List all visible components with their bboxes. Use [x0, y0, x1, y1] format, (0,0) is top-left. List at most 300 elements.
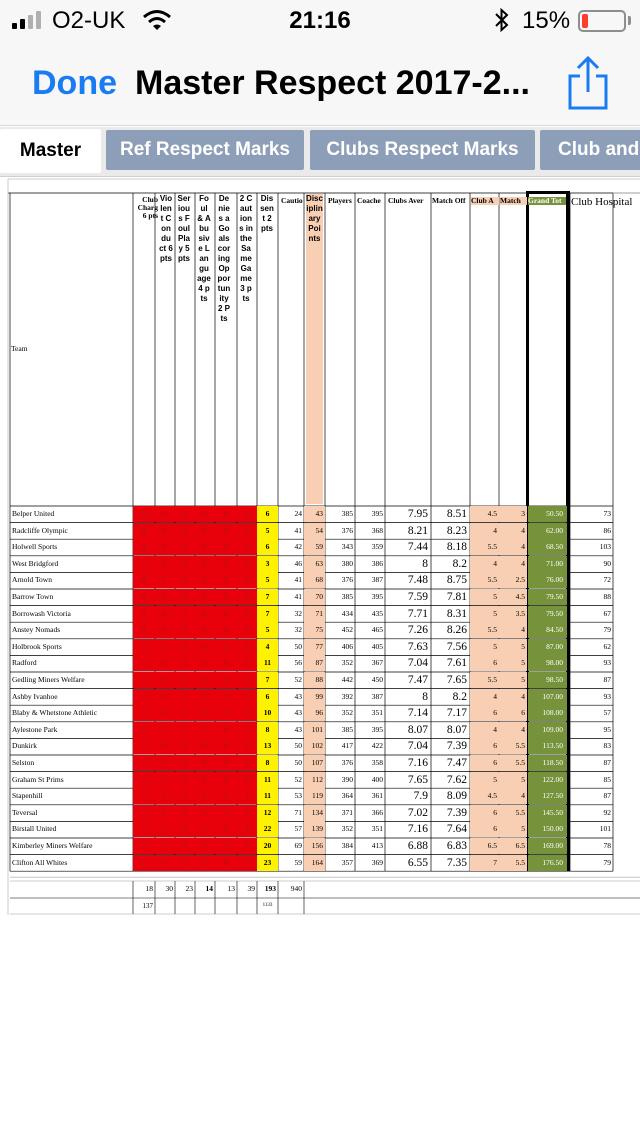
offence-count: 0 [175, 639, 195, 655]
header-clubs-average: Clubs Aver [388, 197, 424, 205]
offence-count: 5 [133, 838, 155, 854]
disciplinary-points: 71 [304, 606, 325, 622]
match-mark: 5 [499, 655, 527, 671]
clubs-average: 7.95 [407, 508, 428, 520]
dissent-count: 7 [257, 672, 278, 688]
club-a-mark: 4 [470, 689, 499, 705]
grand-total: 145.50 [528, 805, 567, 821]
spreadsheet[interactable] [0, 177, 640, 1136]
table-row[interactable] [0, 705, 640, 722]
grand-total: 76.00 [528, 572, 567, 588]
match-official-score: 7.64 [446, 823, 467, 836]
clubs-average: 7.71 [407, 607, 428, 620]
caution-count: 56 [294, 658, 302, 668]
disciplinary-points: 96 [304, 705, 325, 721]
table-row[interactable] [0, 689, 640, 706]
coaches-score: 395 [371, 592, 383, 601]
offence-count: 0 [133, 589, 155, 605]
dissent-count: 12 [257, 805, 278, 821]
tab-ref-respect-marks[interactable]: Ref Respect Marks [106, 130, 304, 170]
match-official-score: 7.17 [446, 707, 467, 720]
offence-count: 1 [133, 639, 155, 655]
offence-count: 1 [133, 705, 155, 721]
offence-count: 0 [215, 589, 237, 605]
club-hospitality: 90 [603, 558, 611, 568]
offence-count: 0 [155, 705, 175, 721]
tab-master[interactable]: Master [0, 129, 101, 173]
table-row[interactable] [0, 523, 640, 540]
header-denies-goalscoring: Denies a Goalscoring Opportunity 2 Pts [217, 194, 231, 323]
offence-count: 0 [133, 539, 155, 555]
clubs-average: 7.63 [407, 640, 428, 653]
clubs-average: 7.65 [407, 773, 428, 786]
table-row[interactable] [0, 655, 640, 672]
total-violent: 30 [165, 884, 173, 893]
offence-count: 0 [133, 606, 155, 622]
subtotal-first: 137 [142, 902, 153, 910]
match-mark: 4 [499, 523, 527, 539]
match-mark: 5 [499, 772, 527, 788]
coaches-score: 359 [371, 542, 383, 552]
offence-count: 1 [155, 821, 175, 837]
clubs-average: 7.04 [407, 657, 428, 670]
grand-total: 68.50 [528, 539, 567, 555]
offence-count: 2 [155, 572, 175, 588]
offence-count: 0 [175, 622, 195, 638]
match-mark: 3 [499, 506, 527, 522]
offence-count: 0 [215, 539, 237, 555]
offence-count: 0 [195, 572, 215, 588]
club-hospitality: 93 [603, 658, 611, 668]
club-hospitality: 85 [603, 774, 611, 784]
offence-count: 1 [175, 755, 195, 771]
offence-count: 0 [215, 738, 237, 754]
offence-count: 0 [237, 755, 257, 771]
disciplinary-points: 77 [304, 639, 325, 655]
caution-count: 32 [294, 625, 302, 635]
coaches-score: 422 [371, 741, 383, 751]
disciplinary-points: 43 [304, 506, 325, 522]
table-row[interactable] [0, 805, 640, 822]
table-row[interactable] [0, 539, 640, 556]
offence-count: 1 [215, 805, 237, 821]
offence-count: 3 [175, 855, 195, 871]
bluetooth-icon [494, 7, 510, 33]
total-denies: 13 [227, 884, 235, 893]
club-hospitality: 72 [603, 575, 611, 585]
coaches-score: 358 [371, 758, 383, 767]
offence-count: 0 [175, 572, 195, 588]
match-mark: 4 [499, 556, 527, 572]
club-a-mark: 6 [470, 755, 499, 771]
offence-count: 0 [237, 539, 257, 555]
offence-count: 0 [133, 572, 155, 588]
header-grand-total: Grand Tot [528, 197, 566, 205]
offence-count: 4 [237, 821, 257, 837]
offence-count: 0 [195, 755, 215, 771]
disciplinary-points: 112 [304, 772, 325, 788]
club-hospitality: 79 [603, 625, 611, 635]
club-hospitality: 87 [603, 675, 611, 684]
players-score: 390 [341, 774, 353, 784]
offence-count: 2 [195, 788, 215, 804]
club-a-mark: 4.5 [470, 506, 499, 522]
offence-count: 0 [175, 523, 195, 539]
offence-count: 0 [195, 539, 215, 555]
club-hospitality: 93 [603, 691, 611, 701]
offence-count: 0 [237, 606, 257, 622]
offence-count: 1 [195, 855, 215, 871]
club-a-mark: 6 [470, 705, 499, 721]
caution-count: 24 [294, 509, 302, 518]
grand-total: 113.50 [528, 738, 567, 754]
match-official-score: 8.31 [446, 607, 467, 620]
total-foul: 14 [205, 884, 213, 893]
offence-count: 2 [155, 788, 175, 804]
players-score: 352 [341, 824, 353, 834]
dissent-count: 11 [257, 655, 278, 671]
offence-count: 0 [237, 589, 257, 605]
offence-count: 1 [133, 556, 155, 572]
club-a-mark: 5 [470, 772, 499, 788]
offence-count: 2 [195, 705, 215, 721]
team-name: Gedling Miners Welfare [12, 675, 85, 684]
header-match: Match [500, 197, 527, 205]
team-name: Ashby Ivanhoe [12, 691, 58, 701]
dissent-count: 6 [257, 506, 278, 522]
coaches-score: 450 [371, 675, 383, 684]
match-official-score: 7.39 [446, 740, 467, 753]
coaches-score: 351 [371, 708, 383, 718]
dissent-count: 6 [257, 689, 278, 705]
grand-total: 98.00 [528, 655, 567, 671]
dissent-count: 10 [257, 705, 278, 721]
coaches-score: 395 [371, 509, 383, 518]
match-official-score: 8.2 [452, 557, 467, 570]
players-score: 417 [341, 741, 353, 751]
offence-count: 1 [133, 772, 155, 788]
clubs-average: 7.9 [413, 790, 428, 803]
battery-cap [628, 16, 631, 25]
offence-count: 0 [215, 523, 237, 539]
team-name: West Bridgford [12, 558, 59, 568]
match-mark: 4 [499, 539, 527, 555]
tab-club-and[interactable]: Club and [540, 130, 640, 170]
table-row[interactable] [0, 622, 640, 639]
grand-total: 169.00 [528, 838, 567, 854]
header-coaches: Coache [357, 197, 381, 205]
header-two-cautions: 2 Cautions in the Same Game 3 pts [239, 194, 253, 303]
table-row[interactable] [0, 738, 640, 755]
team-name: Borrowash Victoria [12, 608, 71, 618]
dissent-count: 5 [257, 572, 278, 588]
dissent-count: 8 [257, 755, 278, 771]
table-row[interactable] [0, 639, 640, 656]
offence-count: 0 [155, 506, 175, 522]
total-caution: 940 [290, 884, 302, 893]
offence-count: 0 [195, 523, 215, 539]
offence-count: 1 [195, 821, 215, 837]
offence-count: 1 [155, 838, 175, 854]
offence-count: 0 [237, 655, 257, 671]
offence-count: 0 [175, 539, 195, 555]
club-hospitality: 78 [603, 841, 611, 850]
offence-count: 1 [133, 788, 155, 804]
offence-count: 1 [195, 689, 215, 705]
done-button[interactable]: Done [32, 64, 117, 102]
club-a-mark: 4 [470, 523, 499, 539]
players-score: 392 [341, 691, 353, 701]
offence-count: 0 [195, 622, 215, 638]
offence-count: 0 [237, 556, 257, 572]
disciplinary-points: 54 [304, 523, 325, 539]
offence-count: 1 [175, 805, 195, 821]
disciplinary-points: 119 [304, 788, 325, 804]
caution-count: 53 [294, 791, 302, 801]
offence-count: 0 [215, 606, 237, 622]
caution-count: 32 [294, 608, 302, 618]
coaches-score: 405 [371, 641, 383, 651]
table-row[interactable] [0, 855, 640, 872]
header-caution: Cautio [281, 197, 303, 205]
club-a-mark: 4 [470, 556, 499, 572]
match-official-score: 7.81 [446, 591, 467, 603]
offence-count: 1 [155, 639, 175, 655]
grand-total: 98.50 [528, 672, 567, 688]
match-official-score: 7.47 [446, 757, 467, 769]
offence-count: 2 [237, 722, 257, 738]
offence-count: 0 [175, 556, 195, 572]
players-score: 352 [341, 658, 353, 668]
offence-count: 0 [237, 738, 257, 754]
team-name: Belper United [12, 509, 55, 518]
offence-count: 1 [175, 705, 195, 721]
club-hospitality: 87 [603, 758, 611, 767]
club-hospitality: 83 [603, 741, 611, 751]
disciplinary-points: 139 [304, 821, 325, 837]
table-row[interactable] [0, 506, 640, 523]
offence-count: 2 [175, 672, 195, 688]
disciplinary-points: 88 [304, 672, 325, 688]
tab-clubs-respect-marks[interactable]: Clubs Respect Marks [310, 130, 535, 170]
match-official-score: 8.51 [446, 508, 467, 520]
disciplinary-points: 164 [304, 855, 325, 871]
table-row[interactable] [0, 772, 640, 789]
offence-count: 1 [133, 755, 155, 771]
offence-count: 2 [215, 788, 237, 804]
disciplinary-points: 59 [304, 539, 325, 555]
offence-count: 1 [215, 838, 237, 854]
players-score: 364 [341, 791, 353, 801]
table-row[interactable] [0, 838, 640, 855]
players-score: 376 [341, 525, 353, 535]
disciplinary-points: 63 [304, 556, 325, 572]
offence-count: 0 [237, 689, 257, 705]
caution-count: 43 [294, 708, 302, 718]
offence-count: 0 [195, 639, 215, 655]
share-icon[interactable] [566, 56, 610, 112]
club-hospitality: 86 [603, 525, 611, 535]
offence-count: 0 [133, 722, 155, 738]
header-dissent: Dissent 2 pts [260, 194, 274, 233]
dissent-count: 11 [257, 788, 278, 804]
grand-total: 108.00 [528, 705, 567, 721]
offence-count: 1 [237, 855, 257, 871]
match-official-score: 7.62 [446, 773, 467, 786]
match-mark: 4.5 [499, 589, 527, 605]
players-score: 385 [341, 724, 353, 734]
header-foul-abusive-language: Foul & Abusive Language 4 pts [197, 194, 211, 303]
offence-count: 0 [237, 572, 257, 588]
offence-count: 2 [175, 722, 195, 738]
dissent-count: 11 [257, 772, 278, 788]
offence-count: 0 [215, 821, 237, 837]
offence-count: 2 [237, 705, 257, 721]
club-a-mark: 4.5 [470, 788, 499, 804]
offence-count: 1 [133, 821, 155, 837]
grand-total: 127.50 [528, 788, 567, 804]
match-mark: 6.5 [499, 838, 527, 854]
offence-count: 0 [215, 655, 237, 671]
total-dissent: 193 [264, 884, 276, 893]
disciplinary-points: 156 [304, 838, 325, 854]
club-a-mark: 5 [470, 639, 499, 655]
table-row[interactable] [0, 556, 640, 573]
offence-count: 1 [133, 805, 155, 821]
offence-count: 0 [133, 506, 155, 522]
match-official-score: 8.75 [446, 574, 467, 587]
navigation-bar [0, 40, 640, 126]
offence-count: 0 [155, 589, 175, 605]
dissent-count: 5 [257, 622, 278, 638]
match-mark: 4 [499, 622, 527, 638]
clubs-average: 7.59 [407, 591, 428, 603]
dissent-count: 5 [257, 523, 278, 539]
team-name: Anstey Nomads [12, 625, 61, 635]
grand-total: 118.50 [528, 755, 567, 771]
offence-count: 1 [175, 606, 195, 622]
offence-count: 0 [237, 506, 257, 522]
subtotal-dissent: 1133 [262, 903, 273, 908]
clubs-average: 7.16 [407, 823, 428, 836]
clubs-average: 7.16 [407, 757, 428, 769]
table-row[interactable] [0, 788, 640, 805]
team-name: Holwell Sports [12, 542, 58, 552]
table-row[interactable] [0, 722, 640, 739]
grand-total: 84.50 [528, 622, 567, 638]
grand-total: 79.50 [528, 589, 567, 605]
table-row[interactable] [0, 606, 640, 623]
offence-count: 0 [215, 506, 237, 522]
club-hospitality: 79 [603, 857, 611, 867]
coaches-score: 367 [371, 658, 383, 668]
dissent-count: 7 [257, 589, 278, 605]
offence-count: 0 [155, 606, 175, 622]
offence-count: 0 [237, 772, 257, 788]
club-a-mark: 4 [470, 722, 499, 738]
caution-count: 57 [294, 824, 302, 834]
offence-count: 1 [175, 838, 195, 854]
caution-count: 71 [294, 807, 302, 817]
table-row[interactable] [0, 589, 640, 606]
match-mark: 4 [499, 689, 527, 705]
coaches-score: 366 [371, 807, 383, 817]
team-name: Arnold Town [12, 575, 52, 585]
match-official-score: 7.61 [446, 657, 467, 670]
offence-count: 1 [237, 788, 257, 804]
caution-count: 41 [294, 525, 302, 535]
team-name: Selston [12, 758, 35, 767]
offence-count: 2 [215, 639, 237, 655]
match-official-score: 8.23 [446, 524, 467, 537]
club-a-mark: 6 [470, 655, 499, 671]
table-row[interactable] [0, 572, 640, 589]
club-a-mark: 5.5 [470, 539, 499, 555]
coaches-score: 369 [371, 857, 383, 867]
table-row[interactable] [0, 672, 640, 689]
dissent-count: 7 [257, 606, 278, 622]
team-name: Birstall United [12, 824, 57, 834]
offence-count: 1 [133, 689, 155, 705]
club-a-mark: 7 [470, 855, 499, 871]
match-mark: 5.5 [499, 805, 527, 821]
caution-count: 43 [294, 724, 302, 734]
header-serious-foul-play: Serious Foul Play 5 pts [177, 194, 191, 263]
header-disciplinary-points: Disciplinary Points [306, 194, 323, 504]
offence-count: 0 [155, 556, 175, 572]
players-score: 406 [341, 641, 353, 651]
disciplinary-points: 102 [304, 738, 325, 754]
table-row[interactable] [0, 755, 640, 772]
clubs-average: 7.26 [407, 624, 428, 637]
caution-count: 41 [294, 592, 302, 601]
offence-count: 0 [215, 556, 237, 572]
grand-total: 50.50 [528, 506, 567, 522]
club-hospitality: 103 [599, 542, 611, 552]
caution-count: 46 [294, 558, 302, 568]
offence-count: 1 [133, 672, 155, 688]
match-official-score: 8.2 [452, 690, 467, 703]
match-official-score: 7.65 [446, 674, 467, 686]
match-mark: 2.5 [499, 572, 527, 588]
disciplinary-points: 107 [304, 755, 325, 771]
match-mark: 6 [499, 705, 527, 721]
offence-count: 0 [237, 622, 257, 638]
offence-count: 0 [155, 689, 175, 705]
clubs-average: 7.04 [407, 740, 428, 753]
offence-count: 3 [155, 722, 175, 738]
table-row[interactable] [0, 821, 640, 838]
players-score: 434 [341, 608, 353, 618]
battery-level-fill [582, 14, 588, 28]
offence-count: 0 [215, 772, 237, 788]
battery-percent: 15% [522, 7, 571, 34]
offence-count: 0 [175, 655, 195, 671]
clubs-average: 6.55 [407, 856, 428, 869]
battery-icon [578, 10, 626, 32]
dissent-count: 20 [257, 838, 278, 854]
players-score: 452 [341, 625, 353, 635]
match-mark: 5 [499, 639, 527, 655]
team-name: Clifton All Whites [12, 857, 68, 867]
clubs-average: 8 [422, 690, 428, 703]
sheet-tab-bar [0, 127, 640, 177]
players-score: 384 [341, 841, 353, 850]
header-club-charge: Club Charg 6 pts [137, 196, 158, 220]
club-hospitality: 67 [603, 608, 611, 618]
clubs-average: 7.47 [407, 674, 428, 686]
offence-count: 4 [155, 855, 175, 871]
